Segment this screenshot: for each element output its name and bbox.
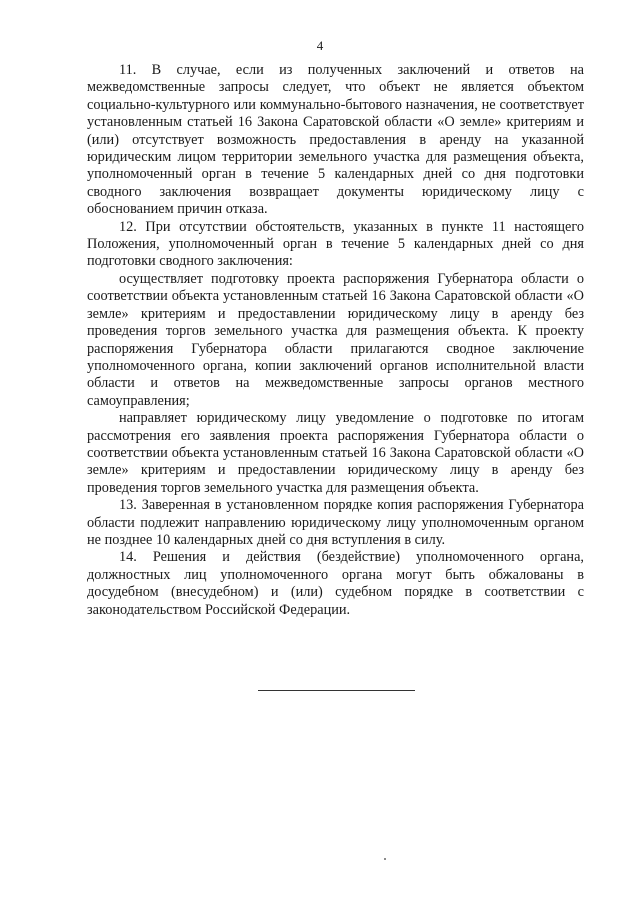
- end-divider-line: [258, 690, 415, 691]
- paragraph-12-item-2: направляет юридическому лицу уведомление о подготовке по итогам рассмотрения его заявления проекта распоряжения Губернатора области о соответствии объекта установленным статьей 16 Закона Саратовской области «О земле» критериям и предоставлении юридическому лицу в аренду без проведения торгов земельного участка для размещения объекта.: [87, 410, 584, 496]
- scan-speck: [384, 858, 386, 860]
- paragraph-11: 11. В случае, если из полученных заключений и ответов на межведомственные запросы следует, что объект не является объектом социально-культурного или коммунально-бытового назначения, не соответствует установленным статьей 16 Закона Саратовской области «О земле» критериям и (или) отсутствует возможность предоставления в аренду на указанной юридическим лицом территории земельного участка для размещения объекта, уполномоченный орган в течение 5 календарных дней со дня подготовки сводного заключения возвращает документы юридическому лицу с обоснованием причин отказа.: [87, 62, 584, 218]
- paragraph-14: 14. Решения и действия (бездействие) уполномоченного органа, должностных лиц уполномоченного органа могут быть обжалованы в досудебном (внесудебном) и (или) судебном порядке в соответствии с законодательством Российской Федерации.: [87, 549, 584, 618]
- document-body: [87, 62, 584, 619]
- paragraph-12: 12. При отсутствии обстоятельств, указанных в пункте 11 настоящего Положения, уполномоченный орган в течение 5 календарных дней со дня подготовки сводного заключения:: [87, 218, 584, 270]
- paragraph-13: 13. Заверенная в установленном порядке копия распоряжения Губернатора области подлежит направлению юридическому лицу уполномоченным органом не позднее 10 календарных дней со дня вступления в силу.: [87, 497, 584, 548]
- page-number: 4: [316, 38, 324, 53]
- paragraph-12-item-1: осуществляет подготовку проекта распоряжения Губернатора области о соответствии объекта установленным статьей 16 Закона Саратовской области «О земле» критериям и предоставлении юридическому лицу в аренду без проведения торгов земельного участка для размещения объекта. К проекту распоряжения Губернатора области прилагаются сводное заключение уполномоченного органа, копии заключений органов исполнительной власти области и ответов на межведомственные запросы органов местного самоуправления;: [87, 270, 584, 409]
